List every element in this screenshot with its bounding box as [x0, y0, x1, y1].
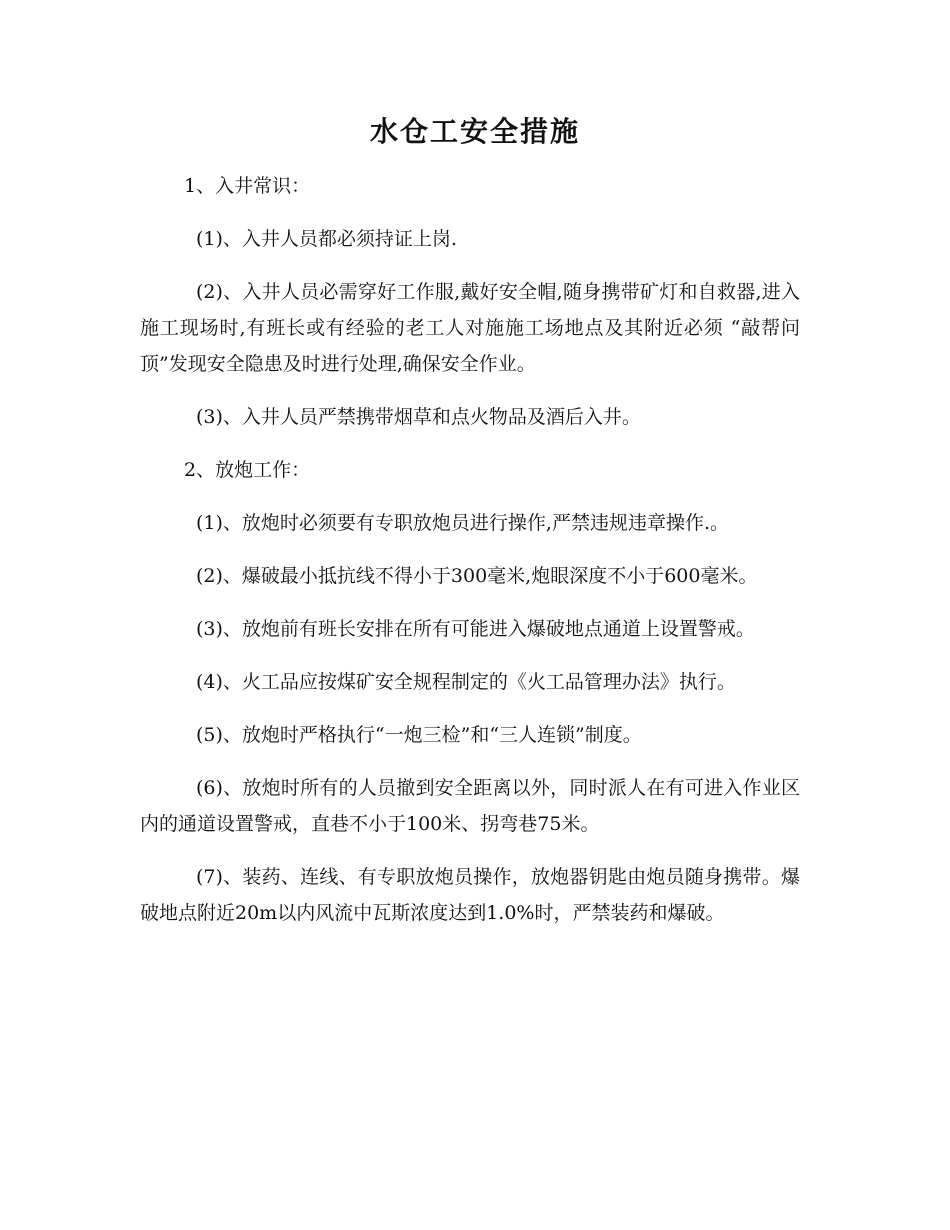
section-heading-2: 2、放炮工作：: [184, 459, 311, 481]
document-title: 水仓工安全措施: [369, 115, 580, 148]
section-2-item-2: (2)、爆破最小抵抗线不得小于300毫米,炮眼深度不小于600毫米。: [196, 565, 758, 587]
section-2-item-5: (5)、放炮时严格执行“一炮三检”和“三人连锁”制度。: [196, 724, 642, 746]
section-2-item-6: (6)、放炮时所有的人员撤到安全距离以外，同时派人在有可进入作业区内的通道设置警戒，直巷不小于100米、拐弯巷75米。: [140, 777, 800, 835]
section-2-item-1: (1)、放炮时必须要有专职放炮员进行操作,严禁违规违章操作.。: [196, 512, 729, 534]
section-1-item-2: (2)、入井人员必需穿好工作服,戴好安全帽,随身携带矿灯和自救器,进入施工现场时,有班长或有经验的老工人对施施工场地点及其附近必须 “敲帮问顶”发现安全隐患及时进行处理,确保安全作业。: [140, 281, 800, 375]
section-1-item-1: (1)、入井人员都必须持证上岗.: [196, 228, 457, 250]
section-2-item-3: (3)、放炮前有班长安排在所有可能进入爆破地点通道上设置警戒。: [196, 618, 755, 640]
section-heading-1: 1、入井常识：: [184, 175, 311, 197]
section-1-item-3: (3)、入井人员严禁携带烟草和点火物品及酒后入井。: [196, 406, 641, 428]
section-2-item-4: (4)、火工品应按煤矿安全规程制定的《火工品管理办法》执行。: [196, 671, 736, 693]
document-body: [140, 168, 800, 948]
section-2-item-7: (7)、装药、连线、有专职放炮员操作，放炮器钥匙由炮员随身携带。爆破地点附近20m以内风流中瓦斯浓度达到1.0%时，严禁装药和爆破。: [140, 866, 800, 924]
